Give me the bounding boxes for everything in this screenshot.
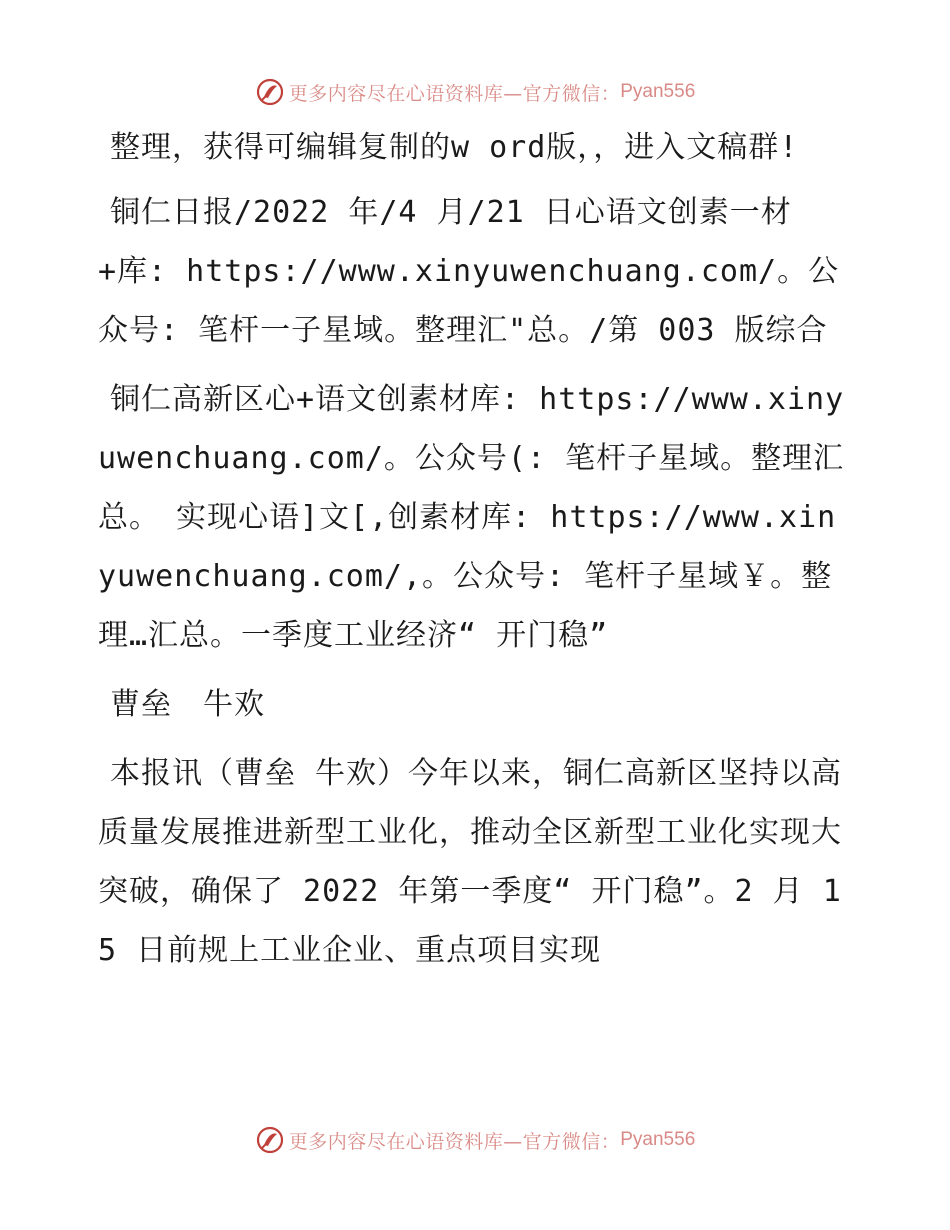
brand-logo-icon [255, 77, 285, 107]
paragraph-byline: 曹垒 牛欢 [110, 687, 265, 722]
banner-text: 更多内容尽在心语资料库—官方微信： [288, 82, 621, 105]
paragraph-intro: 整理，获得可编辑复制的w ord版，，进入文稿群! [110, 130, 799, 165]
banner-text: 更多内容尽在心语资料库—官方微信： [288, 1130, 621, 1153]
document-body [98, 118, 850, 990]
banner-wechat-id: Pyan556 [620, 1129, 696, 1150]
paragraph-body: 本报讯（曹垒 牛欢）今年以来，铜仁高新区坚持以高质量发展推进新型工业化，推动全区新型工业化实现大突破，确保了 2022 年第一季度“ 开门稳”。2 月 15 日前规上工业企业、重点项目实现 [98, 756, 843, 968]
paragraph-headline: 铜仁高新区心+语文创素材库: https://www.xinyuwenchuang.com/。公众号(: 笔杆子星域。整理汇总。 实现心语]文[,创素材库: https://www.xinyuwenchuang.com/,。公众号: 笔杆子星域￥。整理…汇总。一季度工业经济“ 开门稳” [98, 382, 845, 653]
header-banner [0, 72, 950, 112]
paragraph-source: 铜仁日报/2022 年/4 月/21 日心语文创素一材+库: https://www.xinyuwenchuang.com/。公众号: 笔杆一子星域。整理汇"总。/第 003 版综合 [98, 195, 840, 348]
footer-banner [0, 1120, 950, 1160]
banner-wechat-id: Pyan556 [620, 81, 696, 102]
brand-logo-icon [255, 1125, 285, 1155]
